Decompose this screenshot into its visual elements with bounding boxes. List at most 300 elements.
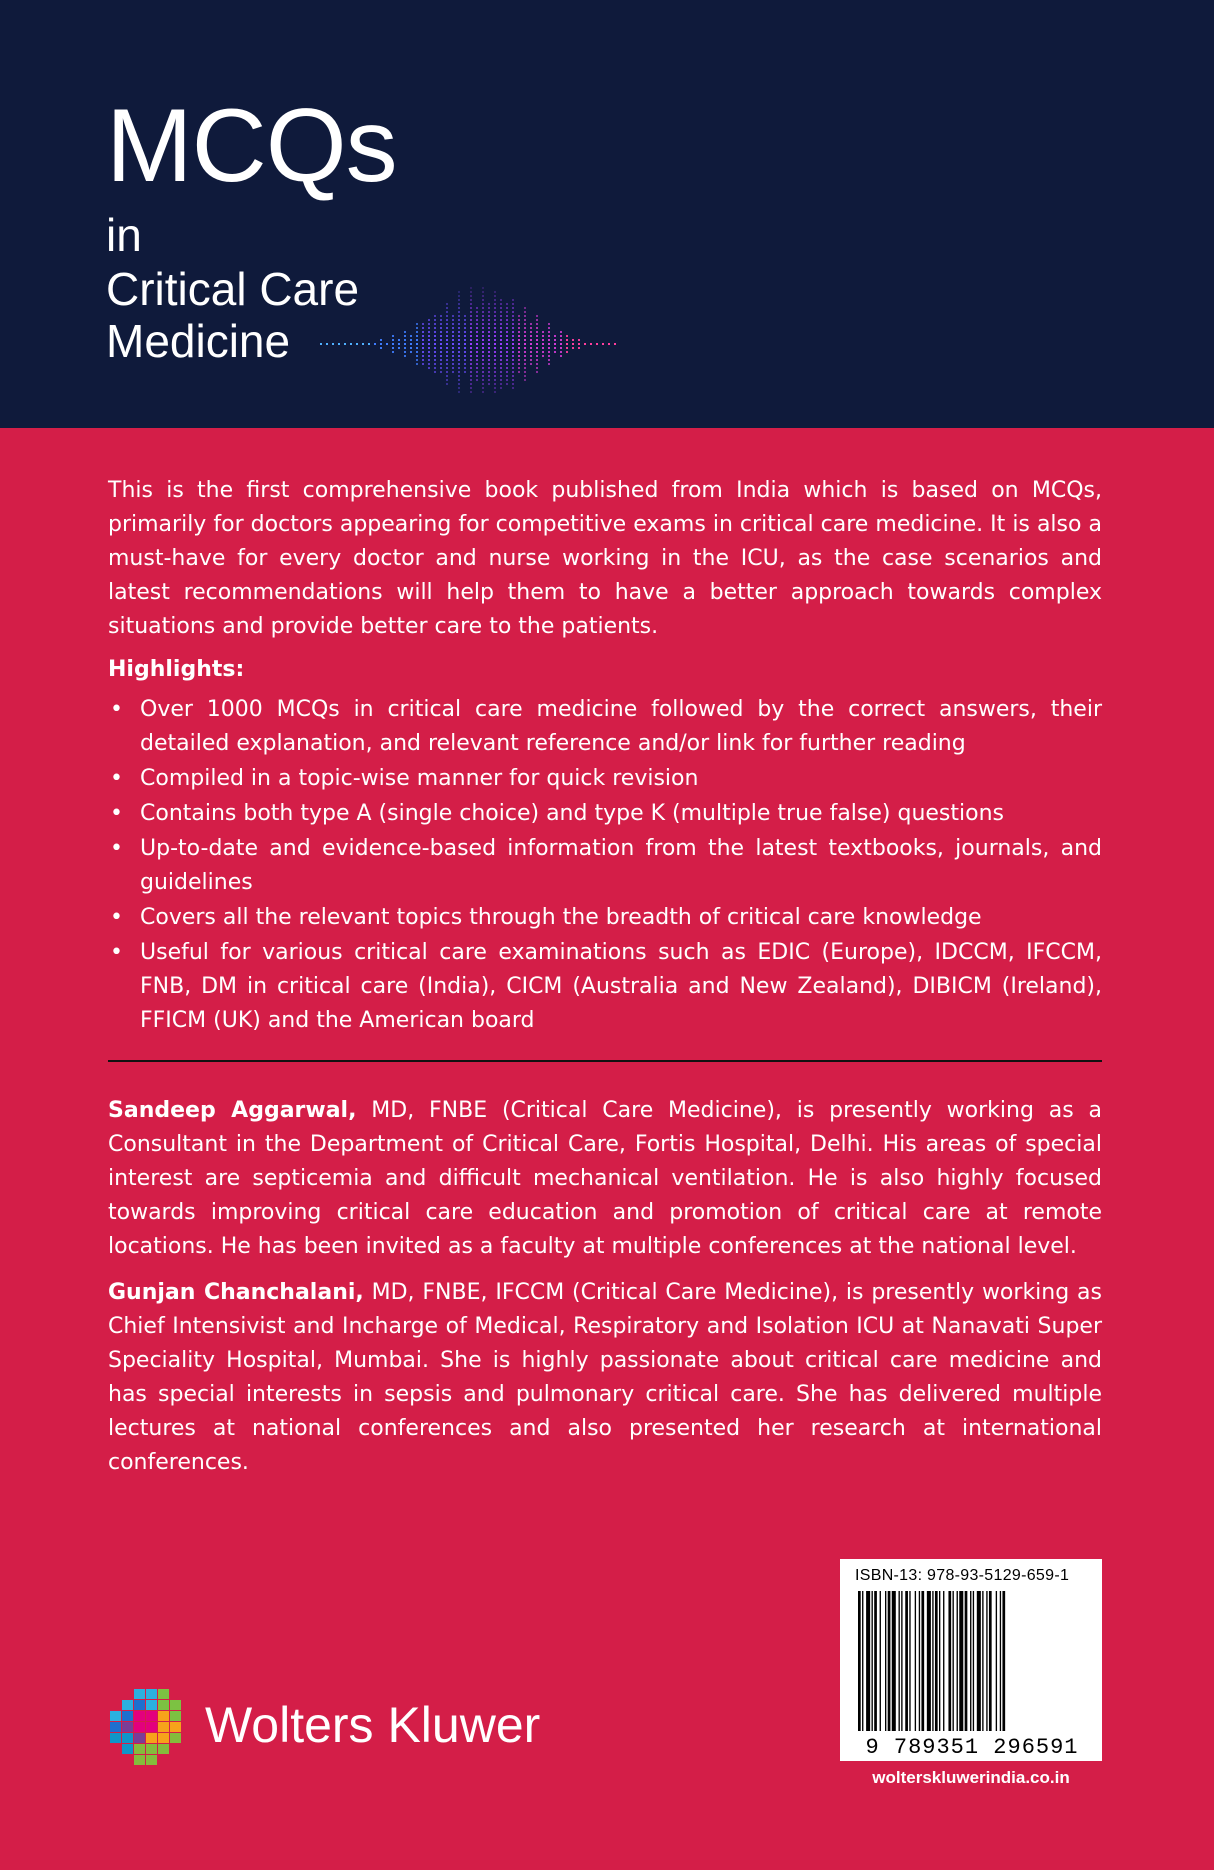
list-item: • Compiled in a topic-wise manner for quick revision [108, 762, 1102, 796]
wave-dot [512, 319, 514, 321]
barcode-bar [880, 1591, 881, 1731]
wave-dot [428, 339, 430, 341]
wave-dot [566, 351, 568, 353]
wave-dot [428, 323, 430, 325]
wave-dot [464, 347, 466, 349]
wave-dot [560, 351, 562, 353]
wave-dot [536, 351, 538, 353]
wave-dot [422, 343, 424, 345]
wave-dot [416, 335, 418, 337]
wave-dot [554, 335, 556, 337]
list-item: • Up-to-date and evidence-based information from the latest textbooks, journals, and guidelines [108, 832, 1102, 900]
wave-dot [410, 335, 412, 337]
wave-dot [524, 363, 526, 365]
logo-pixel [122, 1711, 133, 1721]
wave-dot [428, 367, 430, 369]
wave-dot [470, 383, 472, 385]
barcode-bar [996, 1591, 997, 1731]
wave-dot [368, 343, 370, 345]
wave-dot [482, 323, 484, 325]
wave-dot [470, 343, 472, 345]
wave-dot [422, 347, 424, 349]
wave-dot [548, 351, 550, 353]
wave-dot [482, 375, 484, 377]
book-subtitle-in: in [106, 209, 142, 261]
wave-dot [404, 335, 406, 337]
barcode-bar [943, 1591, 944, 1731]
wave-dot [452, 351, 454, 353]
logo-pixel [134, 1700, 145, 1710]
wave-dot [512, 351, 514, 353]
wave-dot [410, 339, 412, 341]
wave-dot [536, 343, 538, 345]
wave-dot [554, 343, 556, 345]
publisher-website: wolterskluwerindia.co.in [872, 1768, 1070, 1787]
wave-dot [452, 355, 454, 357]
wave-dot [494, 371, 496, 373]
wave-dot [488, 367, 490, 369]
wave-dot [482, 351, 484, 353]
wave-dot [542, 335, 544, 337]
wave-dot [470, 315, 472, 317]
wave-dot [440, 331, 442, 333]
wave-dot [518, 315, 520, 317]
intro-paragraph: This is the first comprehensive book published from India which is based on MCQs, primarily for doctors appearing for competitive exams in critical care medicine. It is also a must-have for every doctor and nurse working in the ICU, as the case scenarios and latest recommendations will help them to have a better approach towards complex situations and provide better care to the patients. [108, 478, 1102, 639]
barcode-bar [1000, 1591, 1001, 1731]
wave-dot [488, 339, 490, 341]
wave-dot [416, 323, 418, 325]
wave-dot [452, 343, 454, 345]
wave-dot [440, 323, 442, 325]
wave-dot [380, 339, 382, 341]
bullet-icon: • [110, 905, 123, 930]
wave-dot [392, 335, 394, 337]
logo-pixel [122, 1700, 133, 1710]
wave-dot [422, 327, 424, 329]
barcode-bar [862, 1591, 863, 1731]
wave-dot [428, 363, 430, 365]
wave-dot [506, 327, 508, 329]
wave-dot [524, 371, 526, 373]
wave-dot [482, 343, 484, 345]
logo-pixel [134, 1755, 145, 1765]
wave-dot [524, 315, 526, 317]
wave-dot [416, 331, 418, 333]
wave-dot [500, 331, 502, 333]
wave-dot [488, 347, 490, 349]
wave-dot [536, 371, 538, 373]
wave-dot [446, 371, 448, 373]
barcode-bar [899, 1591, 900, 1731]
wave-dot [512, 379, 514, 381]
wave-dot [488, 323, 490, 325]
wave-dot [506, 339, 508, 341]
wave-dot [548, 335, 550, 337]
wave-dot [470, 339, 472, 341]
wave-dot [506, 335, 508, 337]
wave-dot [458, 315, 460, 317]
wave-dot [506, 315, 508, 317]
barcode-bar [858, 1591, 861, 1731]
wave-dot [506, 303, 508, 305]
wave-dot [494, 335, 496, 337]
wave-dot [476, 339, 478, 341]
wave-dot [440, 371, 442, 373]
wave-dot [500, 355, 502, 357]
wave-dot [494, 323, 496, 325]
wave-dot [392, 343, 394, 345]
wave-dot [482, 335, 484, 337]
wave-dot [446, 323, 448, 325]
wave-dot [524, 327, 526, 329]
wave-dot [524, 335, 526, 337]
wave-dot [506, 383, 508, 385]
wave-dot [560, 335, 562, 337]
wave-dot [476, 311, 478, 313]
isbn-digits: 9 789351 296591 [865, 1735, 1079, 1760]
wave-dot [560, 343, 562, 345]
wave-dot [428, 351, 430, 353]
wave-dot [500, 315, 502, 317]
wave-dot [476, 323, 478, 325]
wave-dot [530, 355, 532, 357]
wave-dot [494, 367, 496, 369]
wave-dot [488, 331, 490, 333]
wave-dot [434, 351, 436, 353]
wave-dot [512, 343, 514, 345]
isbn-barcode-box [840, 1559, 1102, 1761]
wave-dot [434, 355, 436, 357]
wave-dot [440, 359, 442, 361]
wave-dot [518, 323, 520, 325]
wave-dot [494, 379, 496, 381]
wave-dot [506, 359, 508, 361]
wave-dot [332, 343, 334, 345]
barcode-bar [932, 1591, 933, 1731]
wave-dot [476, 307, 478, 309]
wave-dot [452, 359, 454, 361]
wave-dot [434, 331, 436, 333]
wave-dot [536, 331, 538, 333]
wave-dot [398, 343, 400, 345]
wave-dot [500, 299, 502, 301]
wave-dot [380, 343, 382, 345]
wave-dot [482, 339, 484, 341]
logo-pixel [134, 1744, 145, 1754]
logo-pixel [158, 1689, 169, 1699]
barcode-bar [915, 1591, 916, 1731]
wave-dot [494, 311, 496, 313]
bullet-icon: • [110, 766, 123, 791]
wave-dot [458, 311, 460, 313]
wave-dot [566, 343, 568, 345]
wave-dot [464, 315, 466, 317]
book-subtitle-line1: Critical Care [106, 263, 360, 315]
wave-dot [488, 343, 490, 345]
wave-dot [548, 359, 550, 361]
wave-dot [482, 379, 484, 381]
pulse-wave-graphic [320, 255, 620, 395]
wave-dot [464, 327, 466, 329]
wave-dot [518, 347, 520, 349]
wave-dot [512, 383, 514, 385]
wave-dot [440, 327, 442, 329]
wave-dot [422, 359, 424, 361]
wave-dot [452, 323, 454, 325]
wave-dot [458, 347, 460, 349]
wave-dot [458, 359, 460, 361]
wave-dot [440, 319, 442, 321]
wave-dot [512, 323, 514, 325]
wave-dot [452, 367, 454, 369]
wave-dot [512, 327, 514, 329]
wave-dot [542, 351, 544, 353]
wave-dot [506, 379, 508, 381]
wave-dot [548, 363, 550, 365]
wave-dot [500, 319, 502, 321]
wave-dot [464, 359, 466, 361]
wave-dot [446, 319, 448, 321]
wave-dot [446, 347, 448, 349]
wave-dot [446, 335, 448, 337]
wave-dot [404, 351, 406, 353]
wave-dot [536, 347, 538, 349]
wave-dot [440, 315, 442, 317]
logo-pixel [146, 1689, 157, 1699]
wave-dot [470, 295, 472, 297]
wave-dot [434, 347, 436, 349]
wave-dot [518, 355, 520, 357]
logo-pixel [134, 1711, 145, 1721]
wave-dot [578, 343, 580, 345]
wave-dot [500, 351, 502, 353]
wave-dot [494, 303, 496, 305]
wave-dot [458, 379, 460, 381]
wave-dot [470, 363, 472, 365]
barcode-bar [982, 1591, 983, 1731]
wave-dot [458, 383, 460, 385]
isbn-label: ISBN-13: 978-93-5129-659-1 [855, 1567, 1070, 1584]
wave-dot [446, 327, 448, 329]
wave-dot [476, 363, 478, 365]
wave-dot [452, 335, 454, 337]
wave-dot [494, 307, 496, 309]
wave-dot [458, 387, 460, 389]
wave-dot [482, 359, 484, 361]
wave-dot [434, 359, 436, 361]
wave-dot [476, 371, 478, 373]
wave-dot [530, 359, 532, 361]
author-description: MD, FNBE (Critical Care Medicine), is presently working as a Consultant in the Department of Critical Care, Fortis Hospital, Delhi. His areas of special interest are septicemia and difficult mechanical ventilation. He is also highly focused towards improving critical care education and promotion of critical care at remote locations. He has been invited as a faculty at multiple conferences at the national level. [108, 1098, 1103, 1259]
wave-dot [530, 335, 532, 337]
wave-dot [470, 375, 472, 377]
wave-dot [530, 339, 532, 341]
wave-dot [512, 371, 514, 373]
logo-pixel [158, 1700, 169, 1710]
wave-dot [524, 343, 526, 345]
wave-dot [494, 375, 496, 377]
wave-dot [512, 387, 514, 389]
wave-dot [518, 359, 520, 361]
wave-dot [530, 343, 532, 345]
wave-dot [464, 339, 466, 341]
wave-dot [446, 383, 448, 385]
wave-dot [428, 347, 430, 349]
wave-dot [452, 331, 454, 333]
wave-dot [536, 315, 538, 317]
wave-dot [500, 339, 502, 341]
wave-dot [476, 319, 478, 321]
wave-dot [506, 323, 508, 325]
wave-dot [524, 375, 526, 377]
barcode-bar [948, 1591, 951, 1731]
wave-dot [512, 331, 514, 333]
wave-dot [488, 359, 490, 361]
wave-dot [410, 351, 412, 353]
wave-dot [482, 363, 484, 365]
wave-dot [470, 303, 472, 305]
wave-dot [440, 367, 442, 369]
wave-dot [572, 343, 574, 345]
wave-dot [434, 363, 436, 365]
logo-pixel [110, 1733, 121, 1743]
wave-dot [476, 335, 478, 337]
wave-dot [482, 287, 484, 289]
wave-dot [470, 291, 472, 293]
wave-dot [392, 347, 394, 349]
wave-dot [488, 351, 490, 353]
wave-dot [482, 347, 484, 349]
wave-dot [560, 339, 562, 341]
wave-dot [482, 315, 484, 317]
wave-dot [524, 359, 526, 361]
wave-dot [482, 387, 484, 389]
wave-dot [500, 311, 502, 313]
wave-dot [482, 391, 484, 393]
wave-dot [434, 315, 436, 317]
wave-dot [428, 355, 430, 357]
wave-dot [458, 343, 460, 345]
wave-dot [536, 319, 538, 321]
wave-dot [458, 303, 460, 305]
wave-dot [614, 343, 616, 345]
barcode-icon [858, 1591, 1086, 1731]
wave-dot [524, 323, 526, 325]
wave-dot [434, 371, 436, 373]
wave-dot [362, 343, 364, 345]
wave-dot [428, 359, 430, 361]
wave-dot [506, 371, 508, 373]
wave-dot [470, 327, 472, 329]
wave-dot [446, 303, 448, 305]
wave-dot [458, 363, 460, 365]
wave-dot [494, 291, 496, 293]
wave-dot [458, 295, 460, 297]
wave-dot [488, 303, 490, 305]
author-name: Gunjan Chanchalani, [108, 1280, 364, 1305]
wave-dot [488, 371, 490, 373]
wave-dot [470, 323, 472, 325]
wave-dot [548, 343, 550, 345]
wave-dot [494, 363, 496, 365]
wave-dot [464, 319, 466, 321]
wave-dot [404, 343, 406, 345]
wave-dot [524, 319, 526, 321]
wave-dot [482, 327, 484, 329]
wave-dot [506, 331, 508, 333]
wave-dot [506, 363, 508, 365]
wave-dot [440, 335, 442, 337]
wave-dot [476, 327, 478, 329]
wave-dot [512, 363, 514, 365]
wave-dot [422, 331, 424, 333]
wave-dot [464, 355, 466, 357]
barcode-bar [921, 1591, 924, 1731]
barcode-bar [885, 1591, 886, 1731]
wave-dot [464, 323, 466, 325]
wave-dot [572, 347, 574, 349]
wave-dot [482, 367, 484, 369]
author-description: MD, FNBE, IFCCM (Critical Care Medicine), is presently working as Chief Intensivist and Incharge of Medical, Respiratory and Isolation ICU at Nanavati Super Speciality Hospital, Mumbai. She is highly passionate about critical care medicine and has special interests in sepsis and pulmonary critical care. She has delivered multiple lectures at national conferences and also presented her research at international conferences. [108, 1280, 1102, 1475]
wave-dot [452, 319, 454, 321]
barcode-bar [939, 1591, 940, 1731]
wave-dot [452, 315, 454, 317]
bullet-icon: • [110, 697, 123, 722]
wave-dot [470, 371, 472, 373]
wave-dot [476, 331, 478, 333]
wave-dot [566, 347, 568, 349]
wave-dot [608, 343, 610, 345]
wave-dot [434, 319, 436, 321]
wave-dot [356, 343, 358, 345]
wave-dot [434, 323, 436, 325]
wave-dot [548, 347, 550, 349]
wave-dot [458, 319, 460, 321]
wave-dot [512, 355, 514, 357]
wave-dot [446, 307, 448, 309]
wave-dot [506, 347, 508, 349]
logo-pixel [146, 1755, 157, 1765]
wave-dot [500, 323, 502, 325]
list-item: • Covers all the relevant topics through the breadth of critical care knowledge [108, 901, 1102, 935]
wave-dot [506, 355, 508, 357]
wave-dot [458, 391, 460, 393]
author-bio-1 [108, 1094, 1102, 1264]
logo-pixel [146, 1711, 157, 1721]
wave-dot [446, 363, 448, 365]
wave-dot [338, 343, 340, 345]
barcode-bar [953, 1591, 954, 1731]
wave-dot [434, 339, 436, 341]
barcode-bar [888, 1591, 891, 1731]
wave-dot [500, 347, 502, 349]
wave-dot [494, 351, 496, 353]
wave-dot [512, 311, 514, 313]
wave-dot [428, 319, 430, 321]
barcode-bar [909, 1591, 910, 1731]
wave-dot [530, 327, 532, 329]
wave-dot [500, 359, 502, 361]
wave-dot [506, 351, 508, 353]
wave-dot [482, 355, 484, 357]
wave-dot [470, 287, 472, 289]
wave-dot [554, 347, 556, 349]
wave-dot [470, 319, 472, 321]
wave-dot [584, 343, 586, 345]
wave-dot [452, 339, 454, 341]
wave-dot [458, 367, 460, 369]
logo-pixel [170, 1722, 181, 1732]
